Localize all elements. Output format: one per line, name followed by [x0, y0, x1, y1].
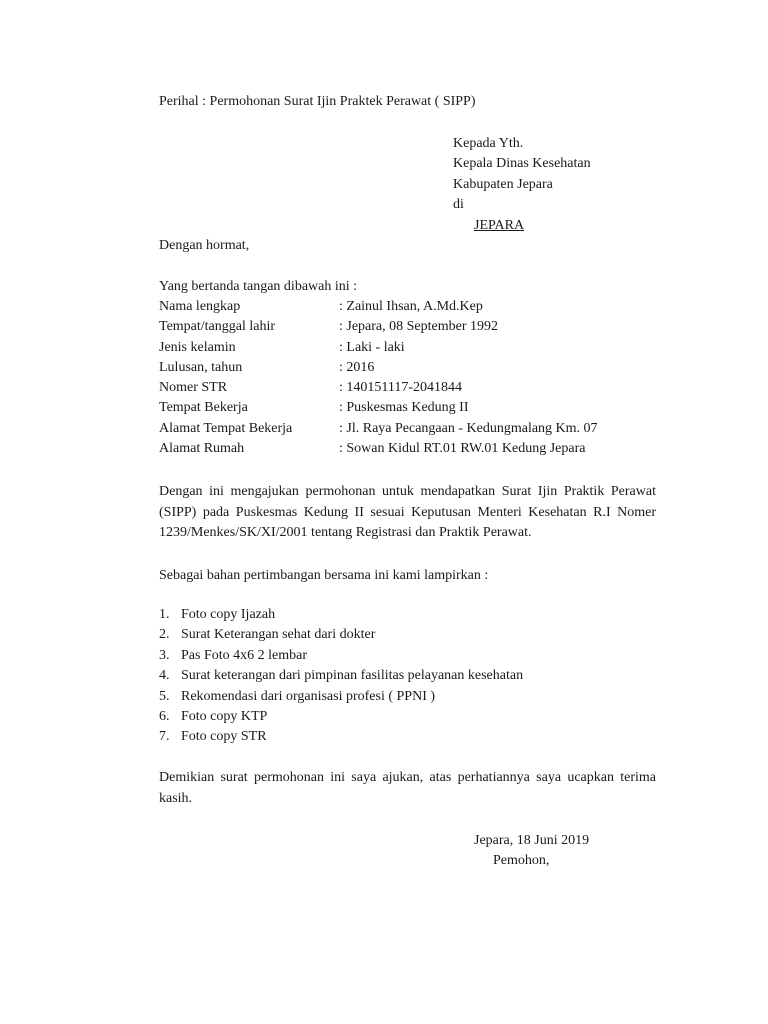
identity-label: Jenis kelamin [159, 339, 236, 355]
letter-subject: Perihal : Permohonan Surat Ijin Praktek Perawat ( SIPP) [159, 94, 476, 109]
attachment-item [159, 687, 523, 707]
attachment-text: Surat keterangan dari pimpinan fasilitas pelayanan kesehatan [181, 668, 524, 684]
identity-label: Alamat Tempat Bekerja [159, 420, 293, 436]
identity-label: Lulusan, tahun [159, 359, 243, 375]
identity-value: : Jl. Raya Pecangaan - Kedungmalang Km. 07 [339, 420, 598, 436]
attachment-text: Foto copy Ijazah [181, 607, 276, 622]
attachment-number: 5. [159, 688, 170, 704]
addressee-line-1: Kepada Yth. [453, 136, 524, 151]
attachment-text: Pas Foto 4x6 2 lembar [181, 647, 307, 663]
attachments-intro: Sebagai bahan pertimbangan bersama ini kami lampirkan : [159, 568, 489, 583]
addressee-line-4: di [453, 197, 464, 212]
attachment-text: Foto copy KTP [181, 708, 268, 724]
attachment-text: Surat Keterangan sehat dari dokter [181, 627, 376, 643]
identity-value: : Puskesmas Kedung II [339, 400, 469, 416]
request-paragraph: Dengan ini mengajukan permohonan untuk mendapatkan Surat Ijin Praktik Perawat (SIPP) pada Puskesmas Kedung II sesuai Keputusan Menteri Kesehatan R.I Nomer 1239/Menkes/SK/XI/2001 tentang Registrasi dan Praktik Perawat. [159, 484, 656, 540]
addressee-line-3: Kabupaten Jepara [453, 177, 553, 192]
attachment-item [159, 625, 523, 645]
identity-value: : Laki - laki [339, 339, 405, 355]
attachment-item [159, 707, 523, 727]
identity-label: Tempat Bekerja [159, 400, 248, 416]
attachment-item [159, 605, 523, 625]
identity-row [159, 338, 659, 358]
identity-row [159, 378, 659, 398]
identity-value: : 2016 [339, 359, 375, 375]
identity-table [159, 297, 659, 459]
attachment-item [159, 666, 523, 686]
addressee-line-2: Kepala Dinas Kesehatan [453, 156, 591, 171]
identity-row [159, 419, 659, 439]
attachment-number: 3. [159, 647, 170, 663]
attachment-number: 7. [159, 729, 170, 745]
identity-row [159, 398, 659, 418]
identity-intro: Yang bertanda tangan dibawah ini : [159, 279, 358, 294]
identity-row [159, 317, 659, 337]
signature-role: Pemohon, [493, 853, 550, 868]
attachment-item [159, 646, 523, 666]
identity-label: Nomer STR [159, 380, 228, 396]
identity-value: : 140151117-2041844 [339, 380, 463, 396]
attachment-number: 2. [159, 627, 170, 643]
identity-row [159, 358, 659, 378]
greeting: Dengan hormat, [159, 238, 250, 253]
identity-label: Nama lengkap [159, 299, 241, 314]
attachment-number: 4. [159, 668, 170, 684]
identity-value: : Zainul Ihsan, A.Md.Kep [339, 299, 483, 314]
attachments-list [159, 605, 523, 748]
identity-value: : Jepara, 08 September 1992 [339, 319, 499, 335]
identity-row [159, 297, 659, 317]
identity-label: Alamat Rumah [159, 441, 245, 457]
signature-place-date: Jepara, 18 Juni 2019 [474, 833, 590, 848]
attachment-item [159, 727, 523, 747]
attachment-text: Rekomendasi dari organisasi profesi ( PPNI ) [181, 688, 436, 704]
identity-value: : Sowan Kidul RT.01 RW.01 Kedung Jepara [339, 441, 586, 457]
closing-paragraph: Demikian surat permohonan ini saya ajukan, atas perhatiannya saya ucapkan terima kasih. [159, 770, 656, 806]
attachment-number: 1. [159, 607, 170, 622]
addressee-city: JEPARA [474, 218, 525, 233]
identity-row [159, 439, 659, 459]
attachment-number: 6. [159, 708, 170, 724]
identity-label: Tempat/tanggal lahir [159, 319, 276, 335]
attachment-text: Foto copy STR [181, 729, 267, 745]
